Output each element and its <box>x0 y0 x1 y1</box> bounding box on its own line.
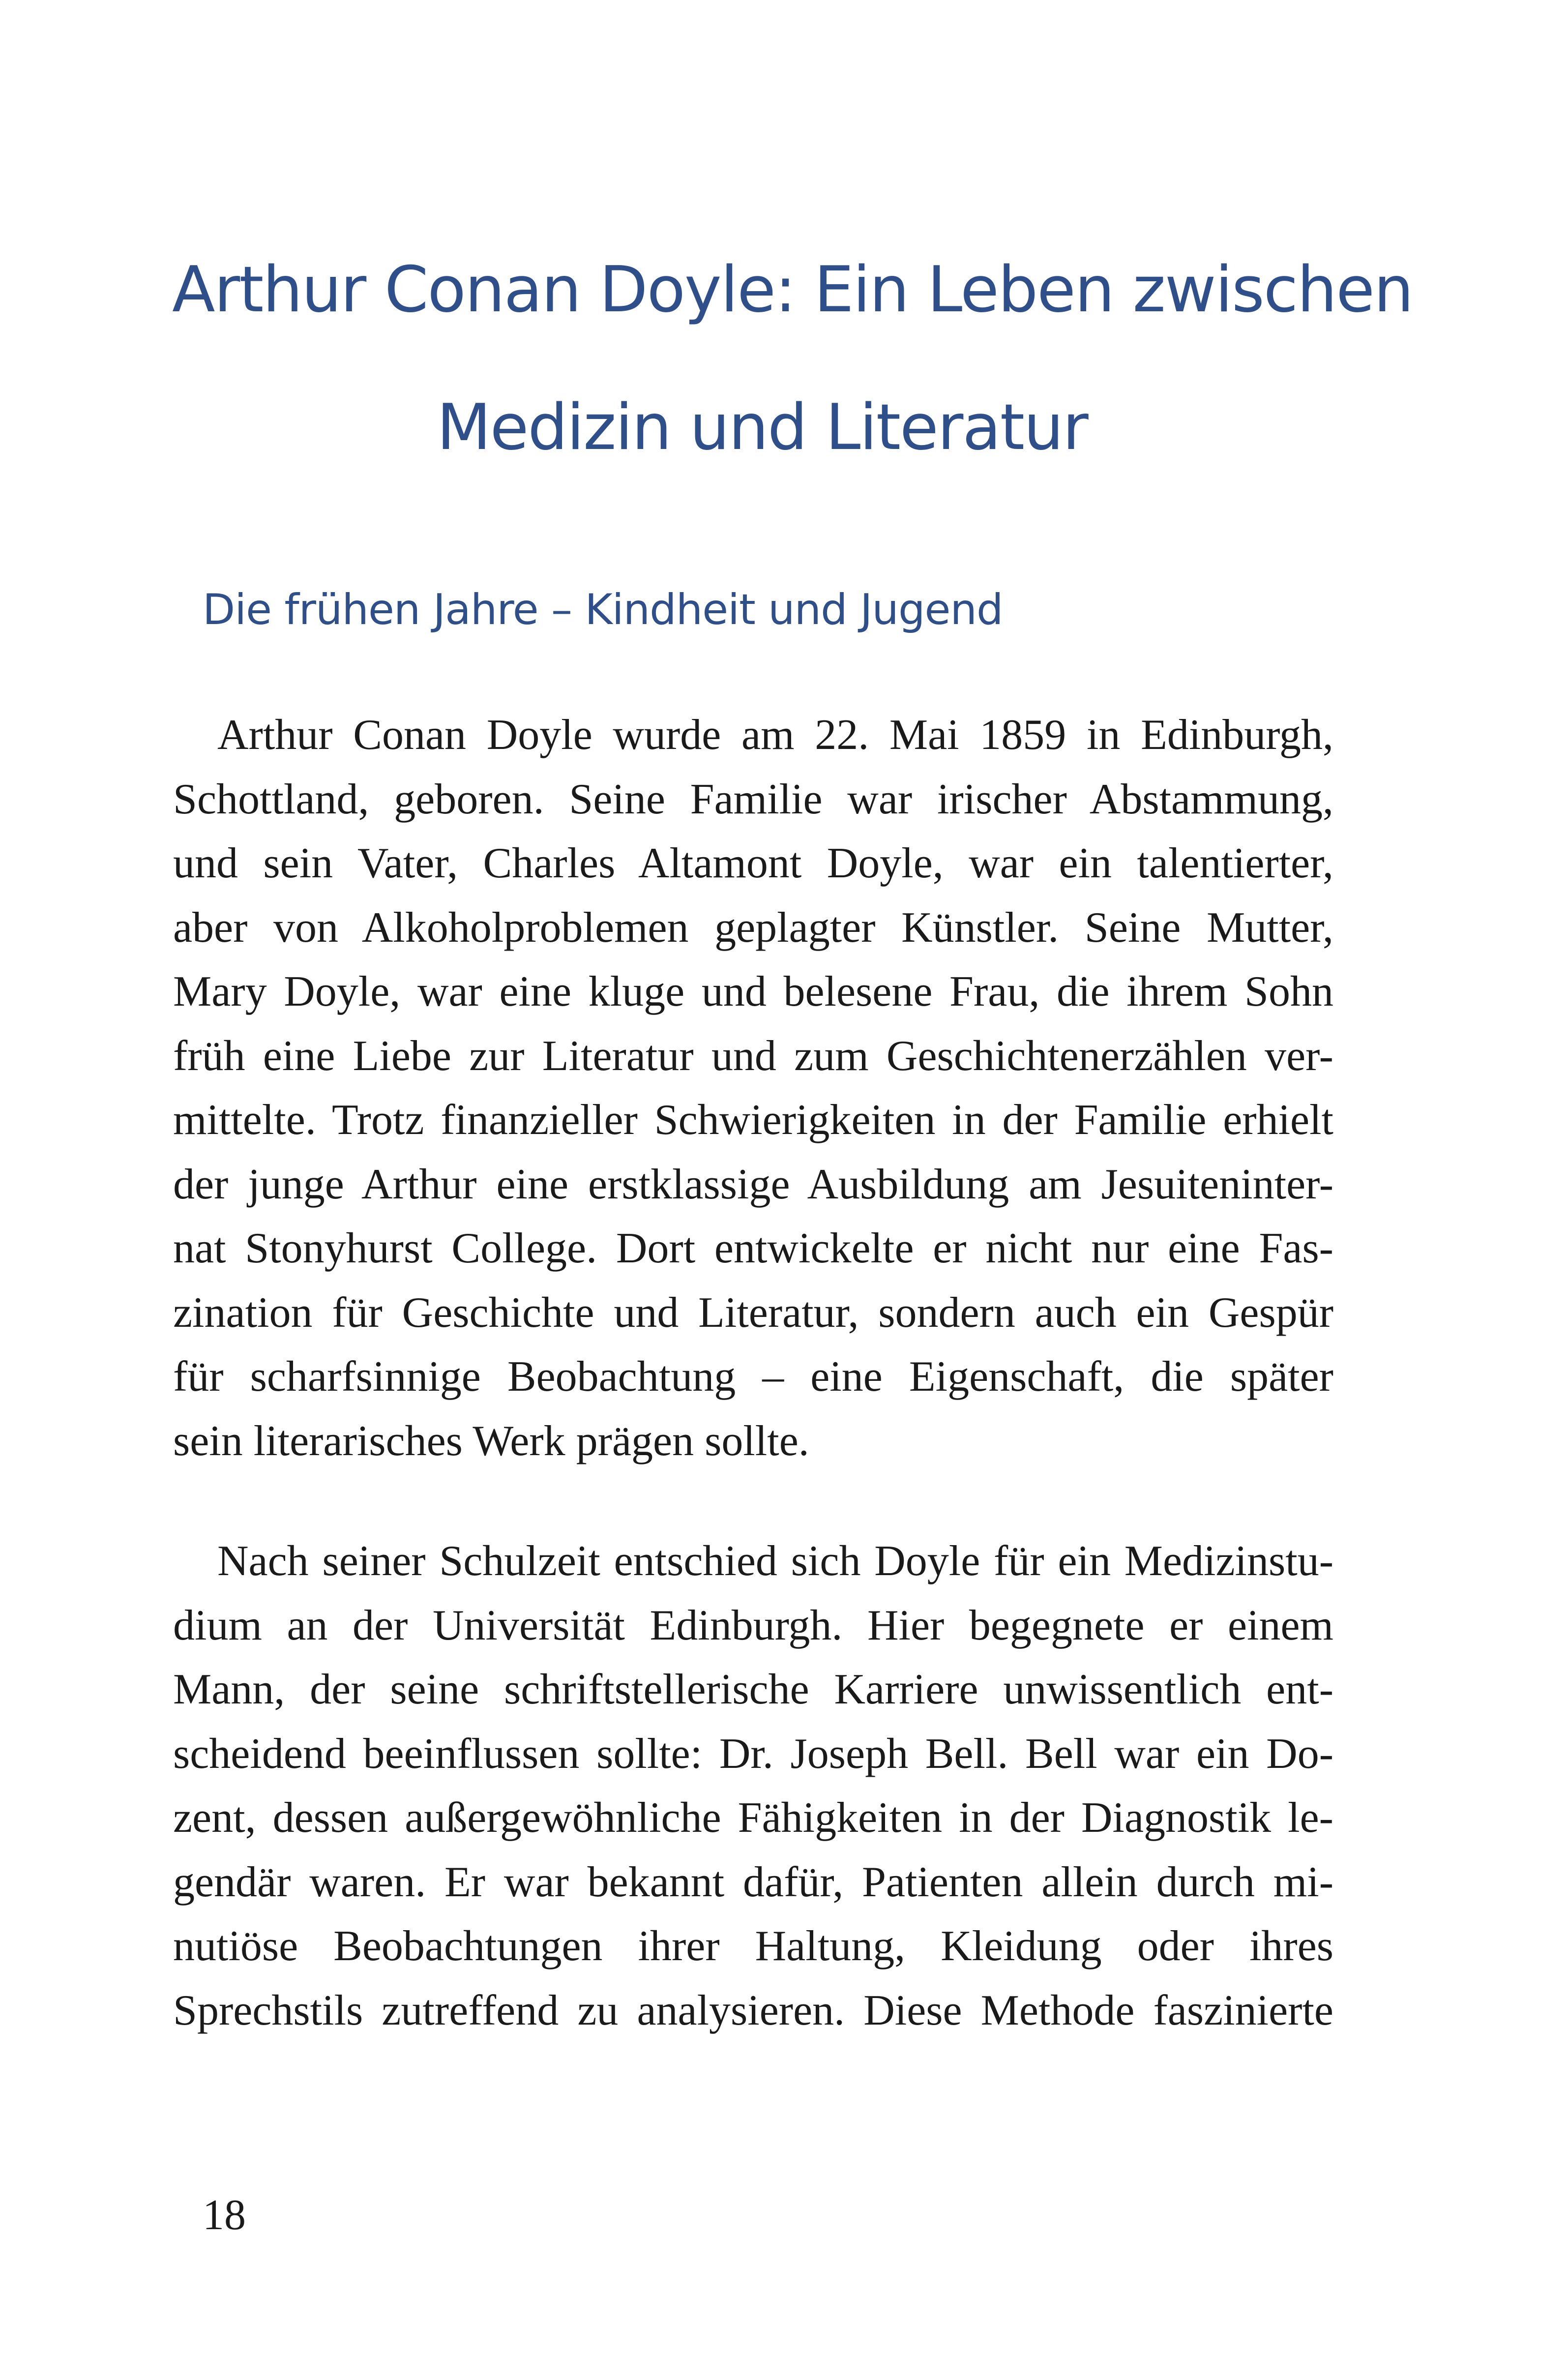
page-number: 18 <box>203 2191 246 2239</box>
text-line: Mann, der seine schriftstellerische Karriere unwissentlich ent- <box>173 1666 1333 1713</box>
body-paragraph <box>173 703 1333 1473</box>
text-line: nat Stonyhurst College. Dort entwickelte er nicht nur eine Fas- <box>173 1224 1333 1272</box>
text-line: Sprechstils zutreffend zu analysieren. Diese Methode faszinierte <box>173 1986 1333 2034</box>
text-line: Arthur Conan Doyle wurde am 22. Mai 1859 in Edinburgh, <box>217 711 1333 759</box>
text-line: scheidend beeinflussen sollte: Dr. Joseph Bell. Bell war ein Do- <box>173 1730 1333 1778</box>
text-line: dium an der Universität Edinburgh. Hier begegnete er einem <box>173 1601 1333 1649</box>
text-line: sein literarisches Werk prägen sollte. <box>173 1417 809 1465</box>
section-heading: Die frühen Jahre – Kindheit und Jugend <box>203 585 1003 634</box>
text-line: gendär waren. Er war bekannt dafür, Patienten allein durch mi- <box>173 1858 1333 1906</box>
text-line: früh eine Liebe zur Literatur und zum Geschichtenerzählen ver- <box>173 1032 1333 1080</box>
text-line: Mary Doyle, war eine kluge und belesene Frau, die ihrem Sohn <box>173 968 1333 1015</box>
text-line: nutiöse Beobachtungen ihrer Haltung, Kleidung oder ihres <box>173 1922 1333 1970</box>
chapter-title-line: Medizin und Literatur <box>437 391 1088 464</box>
text-line: zination für Geschichte und Literatur, sondern auch ein Gespür <box>173 1288 1333 1337</box>
chapter-title-line: Arthur Conan Doyle: Ein Leben zwischen <box>172 253 1413 327</box>
text-line: und sein Vater, Charles Altamont Doyle, war ein talentierter, <box>173 839 1333 887</box>
body-paragraph <box>173 1529 1333 2043</box>
text-line: Schottland, geboren. Seine Familie war irischer Abstammung, <box>173 775 1333 823</box>
text-line: Nach seiner Schulzeit entschied sich Doyle für ein Medizinstu- <box>217 1537 1333 1585</box>
chapter-title <box>172 221 1413 497</box>
text-line: der junge Arthur eine erstklassige Ausbildung am Jesuiteninter- <box>173 1160 1333 1208</box>
text-line: mittelte. Trotz finanzieller Schwierigkeiten in der Familie erhielt <box>173 1096 1333 1144</box>
text-line: zent, dessen außergewöhnliche Fähigkeiten in der Diagnostik le- <box>173 1794 1333 1842</box>
text-line: aber von Alkoholproblemen geplagter Künstler. Seine Mutter, <box>173 903 1333 952</box>
text-line: für scharfsinnige Beobachtung – eine Eigenschaft, die später <box>173 1353 1333 1401</box>
